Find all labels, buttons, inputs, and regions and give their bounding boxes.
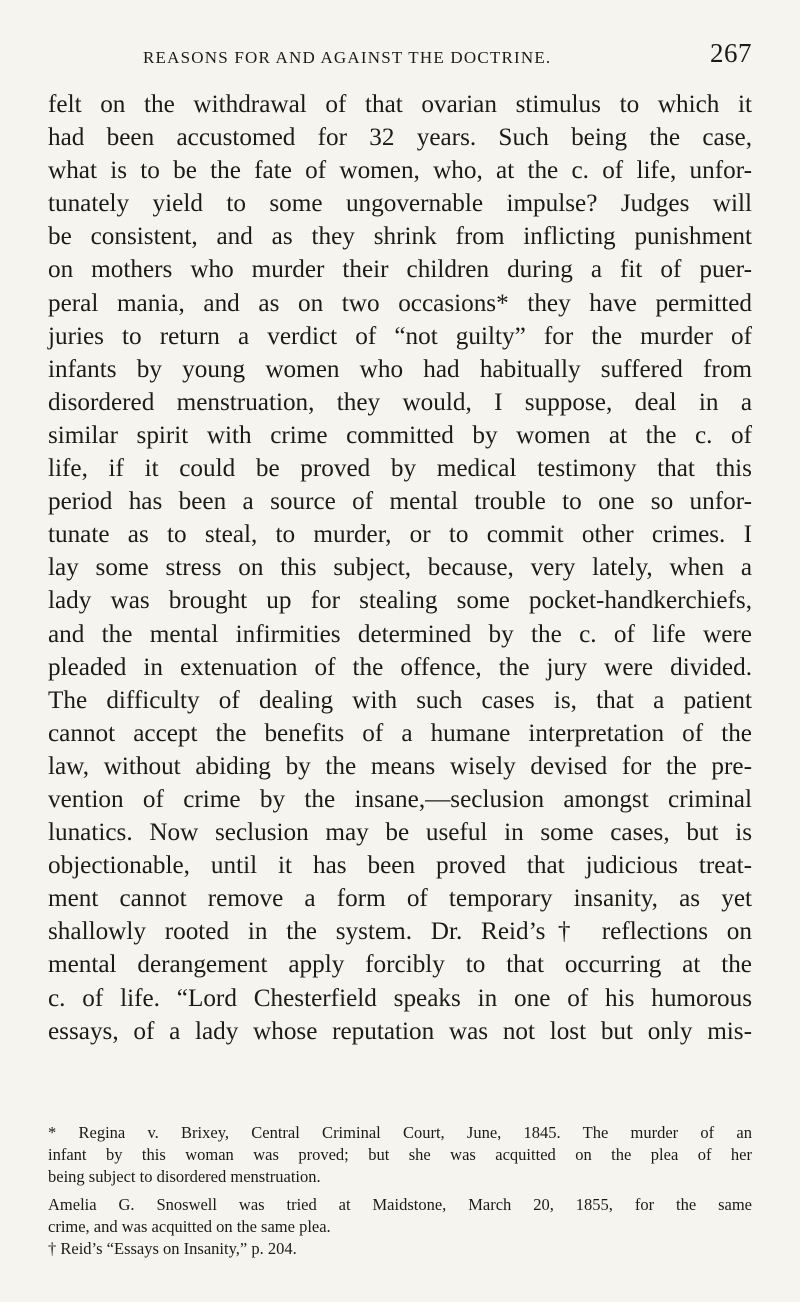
body-line-4: tunately yield to some ungovernable impulse? Judges will	[48, 190, 752, 218]
footnote-2-line-2: crime, and was acquitted on the same plea.	[48, 1217, 331, 1236]
body-line-6: on mothers who murder their children during a fit of puer-	[48, 256, 752, 284]
body-line-7: peral mania, and as on two occasions* they have permitted	[48, 289, 752, 317]
body-line-26: shallowly rooted in the system. Dr. Reid’s† reflections on	[48, 918, 752, 946]
body-line-13: period has been a source of mental trouble to one so unfor-	[48, 488, 752, 516]
body-text	[48, 88, 752, 1048]
body-line-3: what is to be the fate of women, who, at the c. of life, unfor-	[48, 157, 752, 185]
body-line-24: objectionable, until it has been proved that judicious treat-	[48, 852, 752, 880]
footnotes	[48, 1122, 752, 1260]
running-head	[48, 36, 752, 76]
body-line-5: be consistent, and as they shrink from inflicting punishment	[48, 223, 752, 251]
body-line-10: disordered menstruation, they would, I suppose, deal in a	[48, 388, 752, 416]
body-line-21: law, without abiding by the means wisely devised for the pre-	[48, 752, 752, 780]
body-line-8: juries to return a verdict of “not guilty” for the murder of	[48, 322, 752, 350]
running-title: REASONS FOR AND AGAINST THE DOCTRINE.	[143, 48, 552, 67]
footnote-2-line-1: Amelia G. Snoswell was tried at Maidstone, March 20, 1855, for the same	[48, 1195, 752, 1214]
body-line-18: pleaded in extenuation of the offence, the jury were divided.	[48, 653, 752, 681]
body-line-19: The difficulty of dealing with such cases is, that a patient	[48, 686, 752, 714]
body-line-25: ment cannot remove a form of temporary insanity, as yet	[48, 885, 752, 913]
body-line-17: and the mental infirmities determined by the c. of life were	[48, 620, 752, 648]
body-line-16: lady was brought up for stealing some pocket-handkerchiefs,	[48, 587, 752, 615]
body-line-29: essays, of a lady whose reputation was not lost but only mis-	[48, 1017, 752, 1045]
body-line-1: felt on the withdrawal of that ovarian stimulus to which it	[48, 91, 752, 118]
body-line-9: infants by young women who had habitually suffered from	[48, 355, 752, 383]
body-line-15: lay some stress on this subject, because, very lately, when a	[48, 554, 752, 582]
body-line-14: tunate as to steal, to murder, or to commit other crimes. I	[48, 521, 752, 549]
footnote-1-line-3: being subject to disordered menstruation.	[48, 1167, 321, 1186]
body-line-23: lunatics. Now seclusion may be useful in some cases, but is	[48, 819, 752, 847]
body-line-11: similar spirit with crime committed by women at the c. of	[48, 421, 752, 449]
body-line-2: had been accustomed for 32 years. Such being the case,	[48, 124, 752, 152]
footnote-1-line-2: infant by this woman was proved; but she was acquitted on the plea of her	[48, 1145, 752, 1164]
body-line-12: life, if it could be proved by medical testimony that this	[48, 455, 752, 483]
body-line-27: mental derangement apply forcibly to that occurring at the	[48, 951, 752, 979]
page-number: 267	[710, 38, 752, 68]
body-line-22: vention of crime by the insane,—seclusion amongst criminal	[48, 785, 752, 813]
footnote-1-line-1: * Regina v. Brixey, Central Criminal Court, June, 1845. The murder of an	[48, 1123, 752, 1142]
body-line-28: c. of life. “Lord Chesterfield speaks in one of his humorous	[48, 984, 752, 1012]
footnote-3: † Reid’s “Essays on Insanity,” p. 204.	[48, 1239, 297, 1258]
body-line-20: cannot accept the benefits of a humane interpretation of the	[48, 719, 752, 747]
